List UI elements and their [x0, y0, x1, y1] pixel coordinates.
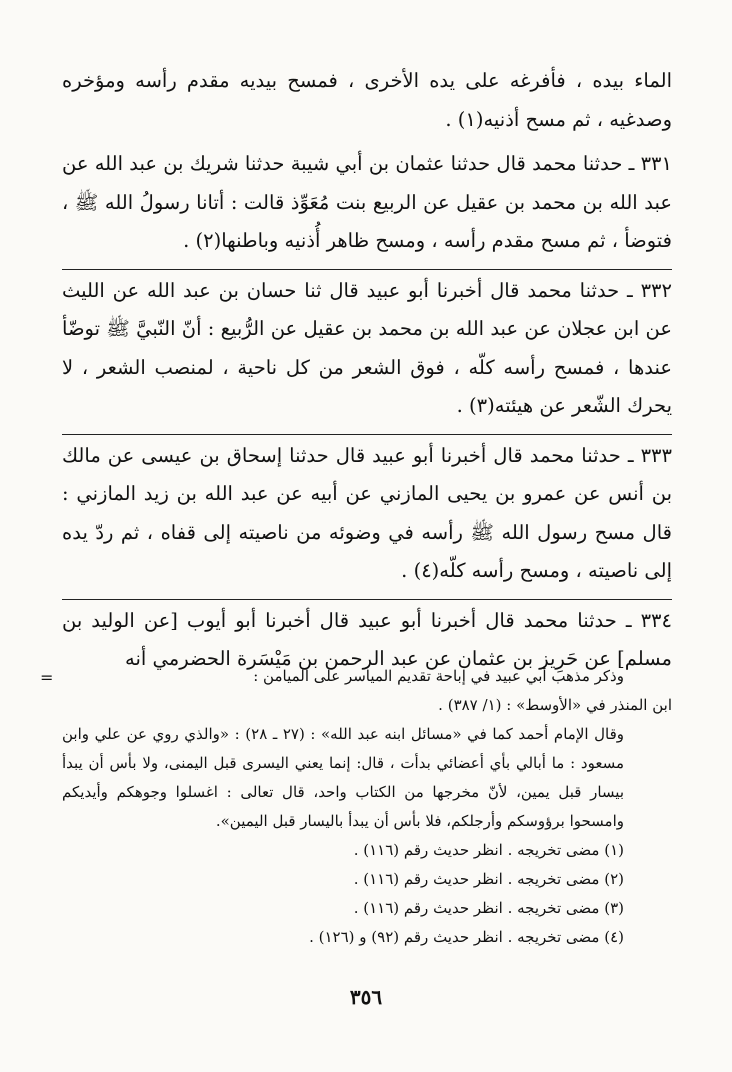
hadith-334: ٣٣٤ ـ حدثنا محمد قال أخبرنا أبو عبيد قال أخبرنا أبو أيوب [عن الوليد بن مسلم] عن حَرِيز بن عثمان عن عبد الرحمن بن مَيْسَرة الحضرمي أنه [62, 599, 672, 679]
note-paragraph: وقال الإمام أحمد كما في «مسائل ابنه عبد الله» : (٢٧ ـ ٢٨) : «والذي روي عن علي وابن مسعود : ما أبالي بأي أعضائي بدأت ، قال: إنما يعني اليسرى قبل اليمنى، ولا بأس أن يبدأ بيسار قبل يمين، لأنّ مخرجها من الكتاب واحد، قال تعالى : اغسلوا وجوهكم وأيديكم وامسحوا برؤوسكم وأرجلكم، فلا بأس أن يبدأ باليسار قبل اليمين». [62, 725, 624, 830]
hadith-333: ٣٣٣ ـ حدثنا محمد قال أخبرنا أبو عبيد قال حدثنا إسحاق بن عيسى عن مالك بن أنس عن عمرو بن يحيى المازني عن أبيه عن عبد الله بن زيد المازني : قال مسح رسول الله ﷺ رأسه في وضوئه من ناصيته إلى قفاه ، ثم ردّ يده إلى ناصيته ، ومسح رأسه كلّه(٤) . [62, 434, 672, 591]
footnote-3: (٣) مضى تخريجه . انظر حديث رقم (١١٦) . [353, 899, 624, 917]
footnote-2: (٢) مضى تخريجه . انظر حديث رقم (١١٦) . [353, 870, 624, 888]
note-line: وذكر مذهب أبي عبيد في إباحة تقديم المياسر على الميامن : [253, 667, 624, 685]
note-line: ابن المنذر في «الأوسط» : (١/ ٣٨٧) . [438, 696, 672, 714]
hadith-331: ٣٣١ ـ حدثنا محمد قال حدثنا عثمان بن أبي شيبة حدثنا شريك بن عبد الله عن عبد الله بن محمد بن عقيل عن الربيع بنت مُعَوِّذ قالت : أتانا رسولُ الله ﷺ ، فتوضأ ، ثم مسح مقدم رأسه ، ومسح ظاهر أُذنيه وباطنها(٢) . [62, 152, 672, 252]
footnote-4: (٤) مضى تخريجه . انظر حديث رقم (٩٢) و (١٢٦) . [309, 928, 624, 946]
main-text [62, 62, 672, 679]
footnote-1: (١) مضى تخريجه . انظر حديث رقم (١١٦) . [353, 841, 624, 859]
paragraph-continuation: الماء بيده ، فأفرغه على يده الأخرى ، فمسح بيديه مقدم رأسه ومؤخره وصدغيه ، ثم مسح أذنيه(١) . [62, 69, 672, 131]
footnotes-section [62, 662, 672, 952]
footnote-continuation-mark: = [40, 668, 54, 687]
page-number: ٣٥٦ [349, 985, 383, 1009]
hadith-332: ٣٣٢ ـ حدثنا محمد قال أخبرنا أبو عبيد قال ثنا حسان بن عبد الله عن الليث عن ابن عجلان عن عبد الله بن محمد بن عقيل عن الرُّبيع : أنّ النّبيَّ ﷺ توضّأ عندها ، فمسح رأسه كلّه ، فوق الشعر من كل ناحية ، لمنصب الشعر ، لا يحرك الشّعر عن هيئته(٣) . [62, 269, 672, 426]
